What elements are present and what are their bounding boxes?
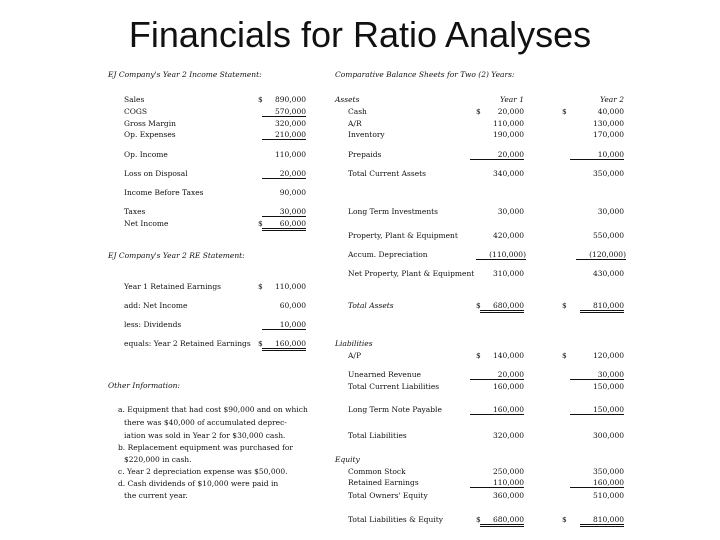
lt-note-label: Long Term Note Payable (348, 405, 442, 414)
net-income-value: 60,000 (262, 219, 306, 231)
common-stock-y1: 250,000 (492, 467, 524, 476)
total-current-assets-y1: 340,000 (492, 169, 524, 178)
prepaids-y1: 20,000 (470, 150, 524, 160)
total-liabilities-label: Total Liabilities (348, 431, 407, 440)
net-income-label: Net Income (124, 219, 169, 228)
unearned-revenue-y1: 20,000 (470, 370, 524, 380)
net-ppe-y2: 430,000 (592, 269, 624, 278)
other-info-line: d. Cash dividends of $10,000 were paid in (118, 479, 279, 488)
equity-label: Equity (335, 455, 360, 464)
unearned-revenue-label: Unearned Revenue (348, 370, 421, 379)
total-current-assets-y2: 350,000 (592, 169, 624, 178)
inventory-label: Inventory (348, 130, 385, 139)
total-assets-label: Total Assets (348, 301, 394, 310)
total-equity-y1: 360,000 (492, 491, 524, 500)
other-info-line: the current year. (124, 491, 188, 500)
cash-label: Cash (348, 107, 367, 116)
total-assets-y2: 810,000 (580, 301, 624, 313)
ppe-label: Property, Plant & Equipment (348, 231, 458, 240)
sales-value: 890,000 (274, 95, 306, 104)
unearned-revenue-y2: 30,000 (570, 370, 624, 380)
dollar-sign: $ (258, 219, 263, 228)
ppe-y1: 420,000 (492, 231, 524, 240)
total-liabilities-y1: 320,000 (492, 431, 524, 440)
cash-y1: 20,000 (497, 107, 524, 116)
other-info-line: there was $40,000 of accumulated deprec- (124, 418, 287, 427)
other-info-line: c. Year 2 depreciation expense was $50,000. (118, 467, 288, 476)
other-info-line: b. Replacement equipment was purchased for (118, 443, 293, 452)
col-year1: Year 1 (500, 95, 524, 104)
other-info-line: iation was sold in Year 2 for $30,000 cash. (124, 431, 286, 440)
loss-disposal-label: Loss on Disposal (124, 169, 188, 178)
prepaids-label: Prepaids (348, 150, 382, 159)
less-dividends-label: less: Dividends (124, 320, 182, 329)
income-before-taxes-value: 90,000 (279, 188, 306, 197)
op-income-value: 110,000 (274, 150, 306, 159)
col-year2: Year 2 (600, 95, 624, 104)
year2-re-value: 160,000 (262, 339, 306, 351)
cogs-label: COGS (124, 107, 148, 116)
retained-earnings-label: Retained Earnings (348, 478, 419, 487)
cash-y2: 40,000 (597, 107, 624, 116)
total-current-assets-label: Total Current Assets (348, 169, 427, 178)
op-expenses-label: Op. Expenses (124, 130, 176, 139)
dollar-sign: $ (562, 107, 567, 116)
add-net-income-value: 60,000 (279, 301, 306, 310)
net-ppe-y1: 310,000 (492, 269, 524, 278)
cogs-value: 570,000 (262, 107, 306, 117)
dollar-sign: $ (258, 282, 263, 291)
op-expenses-value: 210,000 (262, 130, 306, 140)
balance-sheet-header: Comparative Balance Sheets for Two (2) Years: (335, 70, 515, 79)
page-title: Financials for Ratio Analyses (128, 14, 592, 55)
dollar-sign: $ (258, 339, 263, 348)
accum-dep-y1: (110,000) (476, 250, 526, 260)
ar-y2: 130,000 (592, 119, 624, 128)
income-before-taxes-label: Income Before Taxes (124, 188, 204, 197)
total-current-liabilities-y2: 150,000 (592, 382, 624, 391)
total-equity-label: Total Owners' Equity (348, 491, 428, 500)
income-statement-header: EJ Company's Year 2 Income Statement: (108, 70, 262, 79)
total-equity-y2: 510,000 (592, 491, 624, 500)
net-ppe-label: Net Property, Plant & Equipment (348, 269, 475, 278)
total-liab-equity-y2: 810,000 (580, 515, 624, 527)
dollar-sign: $ (476, 351, 481, 360)
total-current-liabilities-y1: 160,000 (492, 382, 524, 391)
dollar-sign: $ (476, 107, 481, 116)
dollar-sign: $ (562, 351, 567, 360)
total-liab-equity-label: Total Liabilities & Equity (348, 515, 443, 524)
total-liabilities-y2: 300,000 (592, 431, 624, 440)
lt-investments-label: Long Term Investments (348, 207, 439, 216)
taxes-label: Taxes (124, 207, 146, 216)
liabilities-label: Liabilities (335, 339, 373, 348)
dollar-sign: $ (476, 301, 481, 310)
dollar-sign: $ (476, 515, 481, 524)
accum-dep-label: Accum. Depreciation (348, 250, 428, 259)
sales-label: Sales (124, 95, 145, 104)
year1-re-value: 110,000 (274, 282, 306, 291)
ar-y1: 110,000 (492, 119, 524, 128)
other-info-line: a. Equipment that had cost $90,000 and on which (118, 405, 308, 414)
dollar-sign: $ (562, 301, 567, 310)
inventory-y1: 190,000 (492, 130, 524, 139)
total-assets-y1: 680,000 (480, 301, 524, 313)
common-stock-y2: 350,000 (592, 467, 624, 476)
dollar-sign: $ (562, 515, 567, 524)
inventory-y2: 170,000 (592, 130, 624, 139)
op-income-label: Op. Income (124, 150, 168, 159)
lt-investments-y1: 30,000 (497, 207, 524, 216)
retained-earnings-y1: 110,000 (470, 478, 524, 488)
prepaids-y2: 10,000 (570, 150, 624, 160)
lt-note-y1: 160,000 (470, 405, 524, 415)
total-liab-equity-y1: 680,000 (480, 515, 524, 527)
dollar-sign: $ (258, 95, 263, 104)
lt-investments-y2: 30,000 (597, 207, 624, 216)
ap-label: A/P (348, 351, 361, 360)
accum-dep-y2: (120,000) (576, 250, 626, 260)
other-info-header: Other Information: (108, 381, 180, 390)
ap-y2: 120,000 (592, 351, 624, 360)
total-current-liabilities-label: Total Current Liabilities (348, 382, 440, 391)
common-stock-label: Common Stock (348, 467, 406, 476)
retained-earnings-y2: 160,000 (570, 478, 624, 488)
year1-re-label: Year 1 Retained Earnings (124, 282, 221, 291)
assets-label: Assets (335, 95, 360, 104)
lt-note-y2: 150,000 (570, 405, 624, 415)
ppe-y2: 550,000 (592, 231, 624, 240)
less-dividends-value: 10,000 (262, 320, 306, 330)
taxes-value: 30,000 (262, 207, 306, 217)
other-info-line: $220,000 in cash. (124, 455, 192, 464)
gross-margin-label: Gross Margin (124, 119, 176, 128)
year2-re-label: equals: Year 2 Retained Earnings (124, 339, 251, 348)
add-net-income-label: add: Net Income (124, 301, 188, 310)
re-statement-header: EJ Company's Year 2 RE Statement: (108, 251, 245, 260)
loss-disposal-value: 20,000 (262, 169, 306, 179)
ar-label: A/R (348, 119, 362, 128)
gross-margin-value: 320,000 (274, 119, 306, 128)
ap-y1: 140,000 (492, 351, 524, 360)
